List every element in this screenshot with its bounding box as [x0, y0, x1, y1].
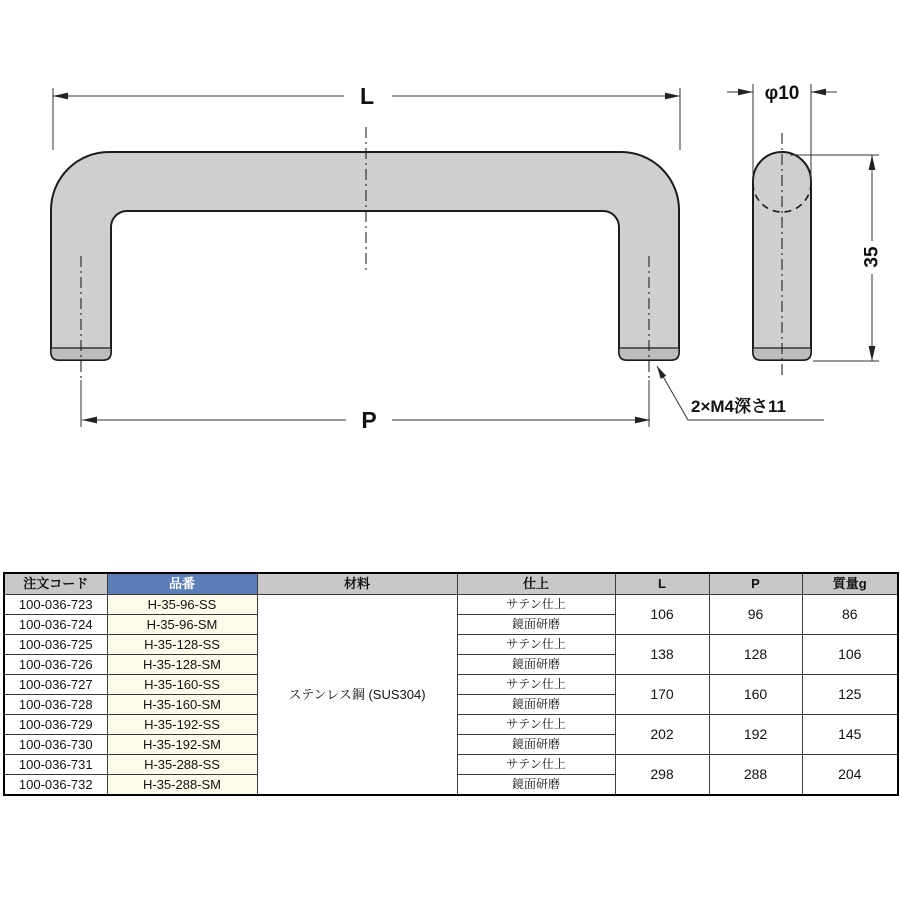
finish-cell: サテン仕上: [457, 715, 615, 735]
finish-cell: 鏡面研磨: [457, 615, 615, 635]
length-cell: 106: [615, 595, 709, 635]
part-number-cell: H-35-288-SS: [107, 755, 257, 775]
part-number-cell: H-35-288-SM: [107, 775, 257, 796]
col-header-pitch: P: [709, 573, 802, 595]
part-number-cell: H-35-160-SS: [107, 675, 257, 695]
weight-cell: 86: [802, 595, 898, 635]
weight-cell: 145: [802, 715, 898, 755]
part-number-cell: H-35-128-SM: [107, 655, 257, 675]
dimension-diameter-label: φ10: [764, 83, 800, 104]
finish-cell: サテン仕上: [457, 635, 615, 655]
front-view: [51, 83, 824, 433]
part-number-cell: H-35-96-SS: [107, 595, 257, 615]
thread-note-label: 2×M4深さ11: [691, 397, 786, 416]
table-row: [4, 595, 898, 615]
part-number-cell: H-35-96-SM: [107, 615, 257, 635]
part-number-cell: H-35-192-SS: [107, 715, 257, 735]
order-code-cell: 100-036-729: [4, 715, 107, 735]
order-code-cell: 100-036-723: [4, 595, 107, 615]
handle-outline: [51, 152, 679, 360]
length-cell: 170: [615, 675, 709, 715]
finish-cell: サテン仕上: [457, 675, 615, 695]
part-number-cell: H-35-192-SM: [107, 735, 257, 755]
col-header-part-number: 品番: [107, 573, 257, 595]
order-code-cell: 100-036-732: [4, 775, 107, 796]
col-header-weight: 質量g: [802, 573, 898, 595]
col-header-order-code: 注文コード: [4, 573, 107, 595]
spec-table: [3, 572, 899, 796]
pitch-cell: 288: [709, 755, 802, 796]
thread-note: [657, 366, 824, 420]
side-view: [727, 83, 883, 378]
finish-cell: サテン仕上: [457, 755, 615, 775]
dimension-L-label: L: [359, 83, 375, 109]
dimension-P: [82, 407, 650, 433]
order-code-cell: 100-036-725: [4, 635, 107, 655]
order-code-cell: 100-036-727: [4, 675, 107, 695]
finish-cell: 鏡面研磨: [457, 655, 615, 675]
pitch-cell: 128: [709, 635, 802, 675]
order-code-cell: 100-036-728: [4, 695, 107, 715]
pitch-cell: 192: [709, 715, 802, 755]
col-header-material: 材料: [257, 573, 457, 595]
dimension-height-label: 35: [861, 246, 883, 268]
finish-cell: 鏡面研磨: [457, 735, 615, 755]
length-cell: 298: [615, 755, 709, 796]
part-number-cell: H-35-160-SM: [107, 695, 257, 715]
order-code-cell: 100-036-731: [4, 755, 107, 775]
pitch-cell: 160: [709, 675, 802, 715]
dimension-L: [53, 83, 680, 150]
col-header-length: L: [615, 573, 709, 595]
pitch-cell: 96: [709, 595, 802, 635]
finish-cell: 鏡面研磨: [457, 775, 615, 796]
material-cell: ステンレス鋼 (SUS304): [257, 595, 457, 796]
header-row: [4, 573, 898, 595]
weight-cell: 106: [802, 635, 898, 675]
finish-cell: サテン仕上: [457, 595, 615, 615]
part-number-cell: H-35-128-SS: [107, 635, 257, 655]
order-code-cell: 100-036-730: [4, 735, 107, 755]
length-cell: 138: [615, 635, 709, 675]
length-cell: 202: [615, 715, 709, 755]
dimension-P-label: P: [361, 407, 377, 433]
weight-cell: 204: [802, 755, 898, 796]
order-code-cell: 100-036-724: [4, 615, 107, 635]
col-header-finish: 仕上: [457, 573, 615, 595]
order-code-cell: 100-036-726: [4, 655, 107, 675]
weight-cell: 125: [802, 675, 898, 715]
finish-cell: 鏡面研磨: [457, 695, 615, 715]
